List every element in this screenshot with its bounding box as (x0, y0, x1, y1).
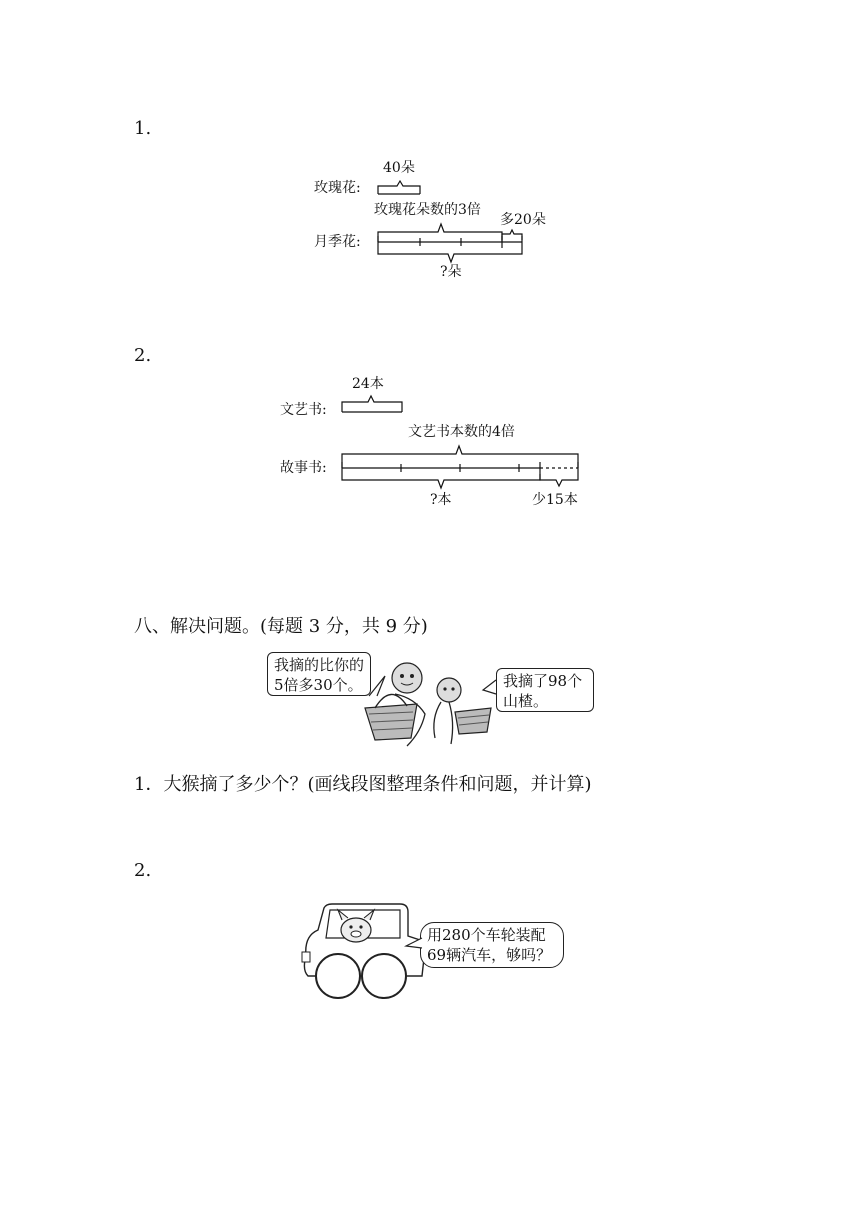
small-monkey-speech-bubble (496, 668, 594, 712)
total-bottom-brace (378, 248, 522, 262)
line-diagram-roses (300, 150, 560, 285)
china-rose-row-label: 月季花: (314, 234, 361, 250)
art-row-label: 文艺书: (280, 402, 327, 418)
problem-2-number: 2. (134, 345, 152, 366)
more-label: 多20朵 (500, 212, 546, 228)
art-top-brace (342, 396, 402, 412)
art-amount-label: 24本 (352, 376, 384, 392)
rose-row-label: 玫瑰花: (314, 180, 361, 196)
times-top-brace (378, 224, 502, 242)
small-monkey-line-1: 我摘了98个 (503, 672, 583, 690)
problem-1-number: 1. (134, 118, 152, 139)
rose-top-brace (378, 181, 420, 194)
question-1: 1．大猴摘了多少个？(画线段图整理条件和问题，并计算) (134, 774, 592, 795)
small-monkey-line-2: 山楂。 (503, 692, 549, 710)
line-diagram-books (270, 370, 600, 510)
more-brace (502, 230, 522, 240)
question-bottom-brace (342, 474, 540, 488)
car-bubble-tail (404, 934, 424, 954)
less-label: 少15本 (532, 492, 578, 508)
section-8-heading: 八、解决问题。(每题 3 分，共 9 分) (134, 616, 428, 637)
car-bubble-line-1: 用280个车轮装配 (427, 926, 546, 944)
big-monkey-line-1: 我摘的比你的 (274, 656, 365, 674)
less-bottom-brace (540, 474, 578, 486)
question-label-books: ?本 (430, 492, 452, 508)
story-row-label: 故事书: (280, 460, 327, 476)
big-monkey-line-2: 5倍多30个。 (274, 676, 363, 694)
car-bubble-line-2: 69辆汽车，够吗？ (427, 946, 552, 964)
question-label: ?朵 (440, 264, 462, 280)
times-label: 玫瑰花朵数的3倍 (374, 202, 481, 218)
question-2-number: 2. (134, 860, 152, 881)
rose-amount-label: 40朵 (383, 160, 415, 176)
times-label-books: 文艺书本数的4倍 (408, 424, 515, 440)
car-speech-bubble (420, 922, 564, 968)
monkeys-illustration (355, 652, 500, 750)
